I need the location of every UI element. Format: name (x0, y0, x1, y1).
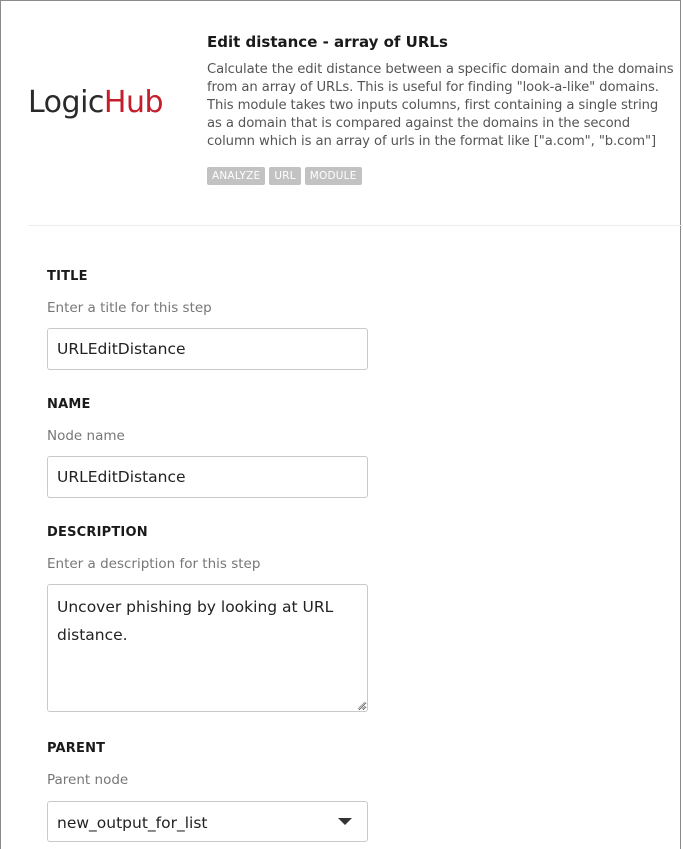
module-title: Edit distance - array of URLs (207, 33, 448, 51)
parent-select[interactable] (47, 801, 368, 842)
name-input[interactable] (47, 456, 368, 498)
module-header (1, 1, 680, 225)
chevron-down-icon[interactable] (338, 818, 352, 825)
parent-hint: Parent node (47, 772, 129, 788)
header-divider (28, 225, 682, 226)
tag-list (207, 167, 677, 185)
module-info (207, 31, 677, 185)
resize-grip-icon[interactable] (357, 701, 366, 710)
title-label: TITLE (47, 269, 88, 284)
module-description: Calculate the edit distance between a specific domain and the domains from an array of URLs. This is useful for finding "look-a-like" domains. This module takes two inputs columns, first containing a single string as a domain that is compared against the domains in the second column which is an array of urls in the format like ["a.com", "b.com"] (207, 62, 674, 149)
logo-text-logic: Logic (28, 85, 104, 120)
logo-text-hub: Hub (103, 85, 164, 120)
description-label: DESCRIPTION (47, 525, 148, 540)
name-hint: Node name (47, 428, 125, 444)
description-hint: Enter a description for this step (47, 556, 261, 572)
tag-module: MODULE (305, 167, 362, 185)
title-hint: Enter a title for this step (47, 300, 212, 316)
parent-select-value: new_output_for_list (57, 814, 208, 832)
name-label: NAME (47, 397, 91, 412)
tag-analyze: ANALYZE (207, 167, 265, 185)
description-textarea[interactable] (47, 584, 368, 712)
parent-label: PARENT (47, 741, 106, 756)
tag-url: URL (269, 167, 300, 185)
title-input[interactable] (47, 328, 368, 370)
logichub-logo (28, 85, 163, 121)
